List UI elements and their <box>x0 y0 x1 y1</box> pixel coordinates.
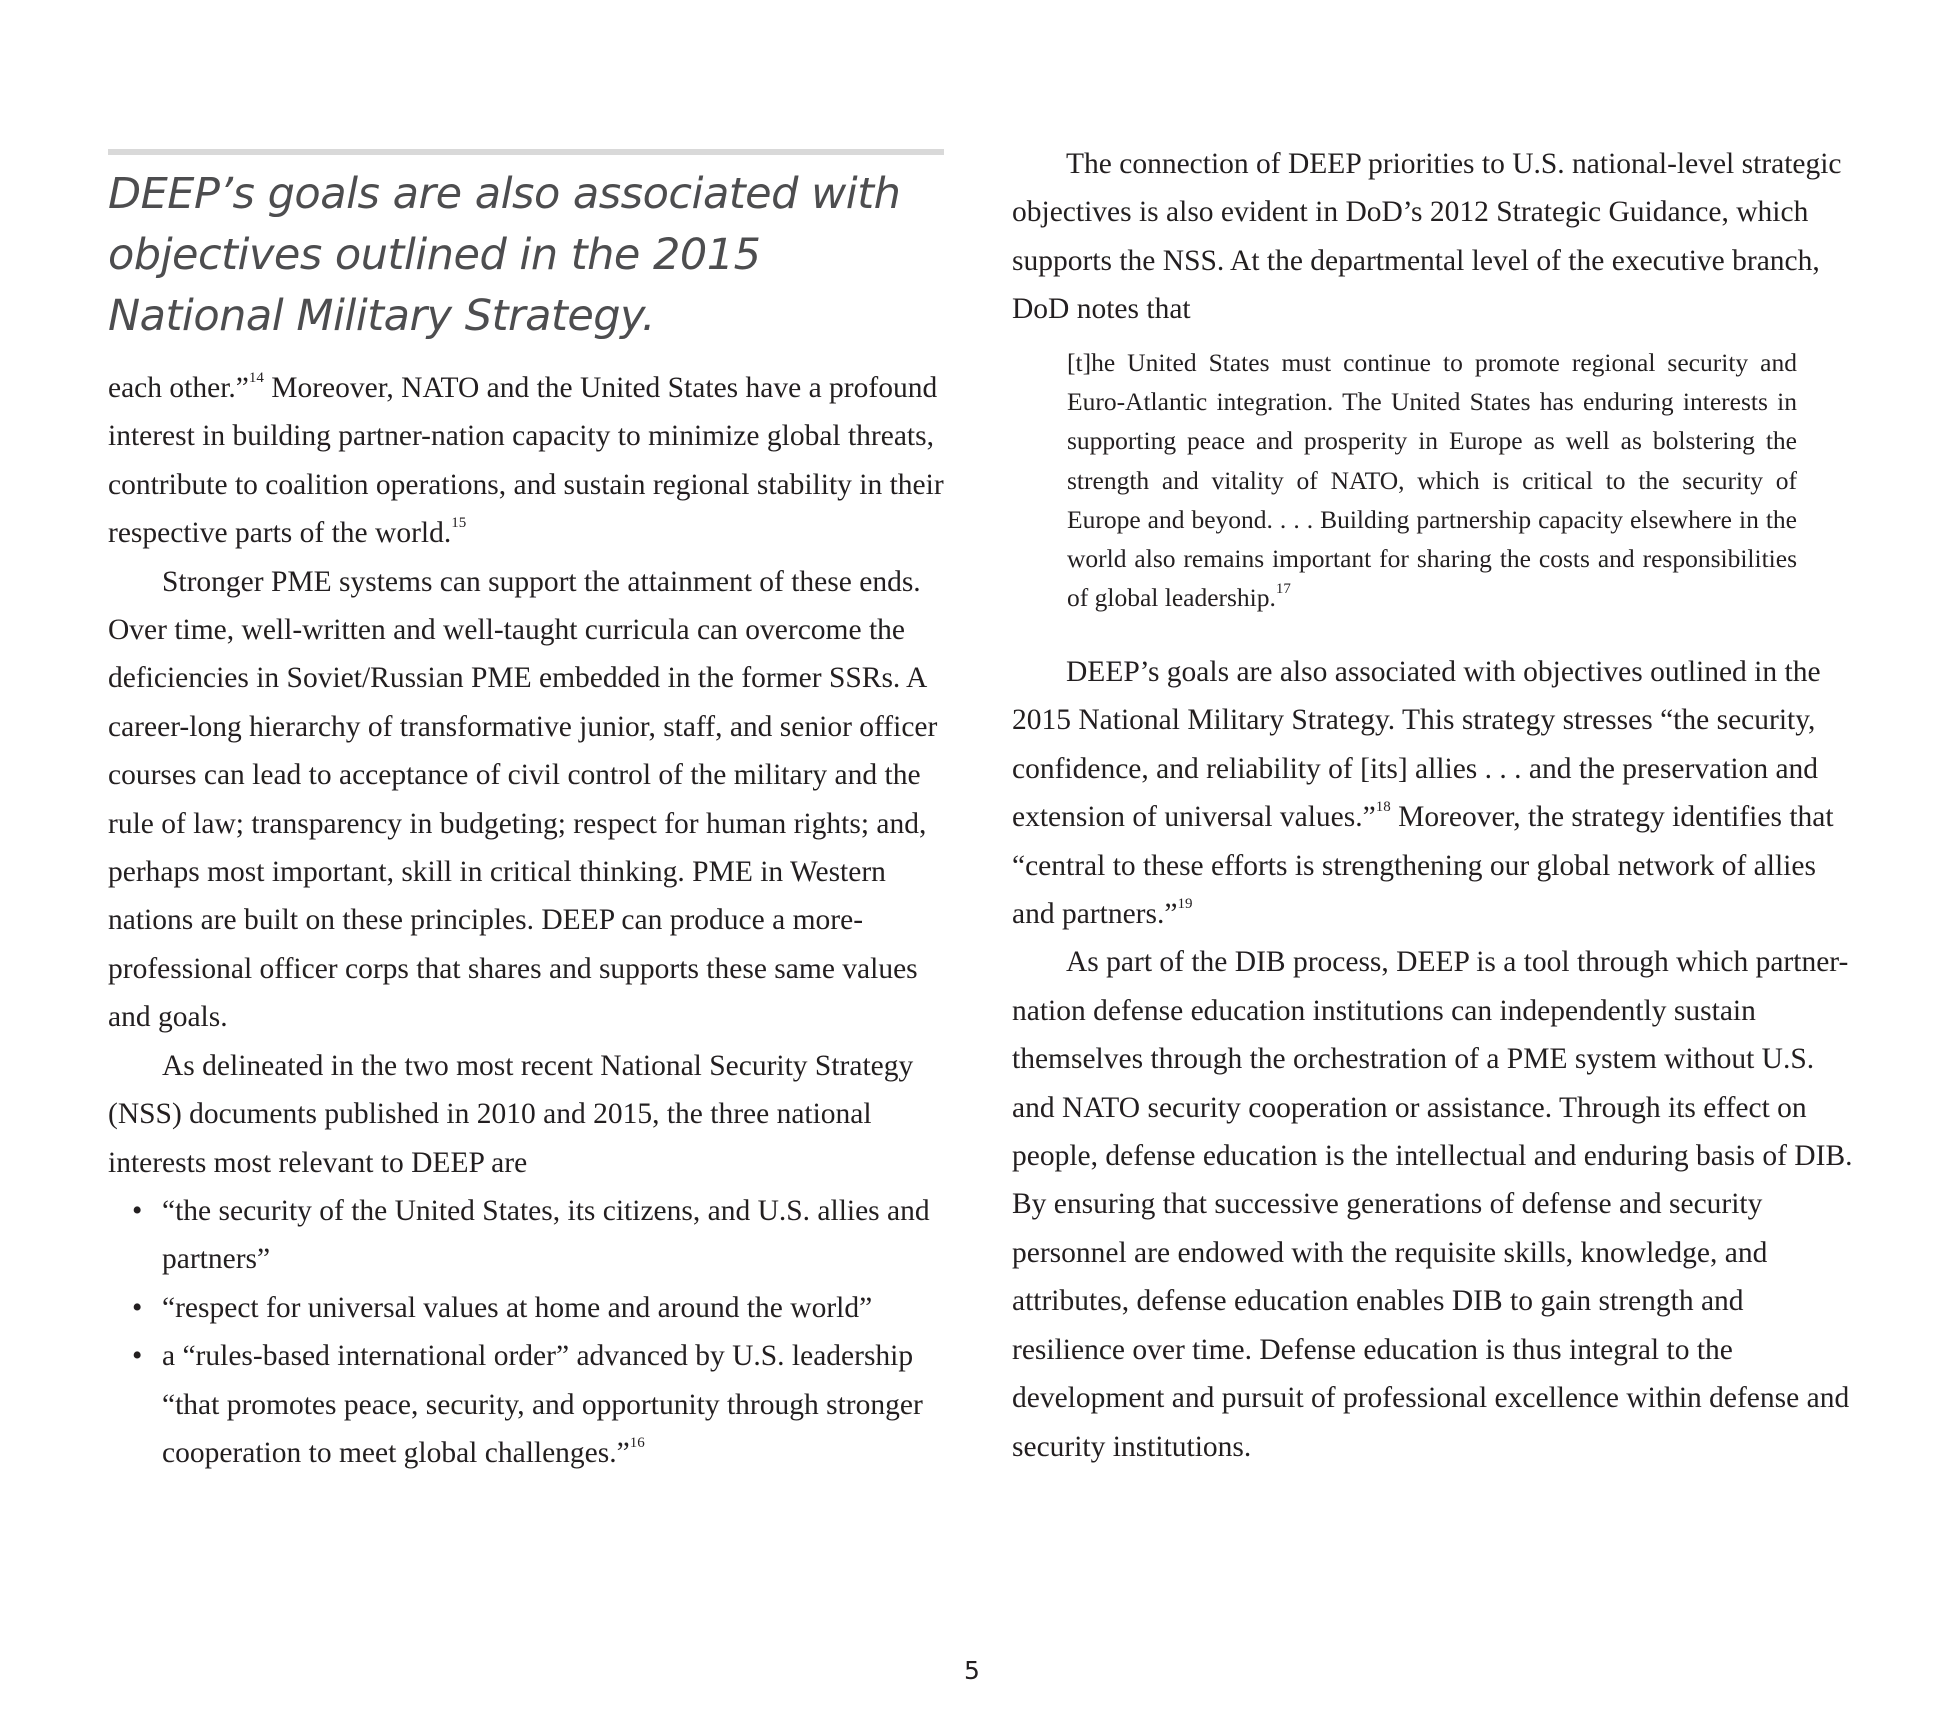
footnote-ref[interactable]: 19 <box>1177 896 1193 913</box>
bullet-icon: • <box>132 1194 143 1227</box>
footnote-ref[interactable]: 18 <box>1375 799 1391 816</box>
footnote-ref[interactable]: 15 <box>451 515 467 532</box>
block-quote-text: [t]he United States must continue to promote regional security and Euro-Atlantic integration. The United States has enduring interests in supporting peace and prosperity in Europe as well as bolstering the strength and vitality of NATO, which is critical to the security of Europe and beyond. . . . Building partnership capacity elsewhere in the world also remains important for sharing the costs and responsibilities of global leadership. <box>1067 348 1797 613</box>
bullet-icon: • <box>132 1291 143 1324</box>
left-paragraph-2: Stronger PME systems can support the attainment of these ends. Over time, well-written and well-taught curricula can overcome the deficiencies in Soviet/Russian PME embedded in the former SSRs. A career-long hierarchy of transformative junior, staff, and senior officer courses can lead to acceptance of civil control of the military and the rule of law; transparency in budgeting; respect for human rights; and, perhaps most important, skill in critical thinking. PME in Western nations are built on these principles. DEEP can produce a more-professional officer corps that shares and supports these same values and goals. <box>108 565 938 1034</box>
footnote-ref[interactable]: 14 <box>248 370 264 387</box>
right-column-bottom <box>1012 648 1862 1471</box>
bullet-icon: • <box>132 1340 143 1373</box>
right-paragraph-3: As part of the DIB process, DEEP is a tool through which partner-nation defense education institutions can independently sustain themselves through the orchestration of a PME system without U.S. and NATO security cooperation or assistance. Through its effect on people, defense education is the intellectual and enduring basis of DIB. By ensuring that successive generations of defense and security personnel are endowed with the requisite skills, knowledge, and attributes, defense education enables DIB to gain strength and resilience over time. Defense education is thus integral to the development and pursuit of professional excellence within defense and security institutions. <box>1012 946 1853 1463</box>
page-number: 5 <box>964 1656 980 1685</box>
footnote-ref[interactable]: 16 <box>629 1435 645 1452</box>
right-paragraph-2 <box>1012 648 1862 938</box>
list-item-text: a “rules-based international order” advanced by U.S. leadership “that promotes peace, security, and opportunity through stronger cooperation to meet global challenges.” <box>162 1340 923 1469</box>
right-paragraph-2-text-b: Moreover, the strategy identifies that “central to these efforts is strengthening our global network of allies and partners.” <box>1012 801 1834 931</box>
interests-list <box>108 1187 944 1477</box>
left-paragraph-1-text-b: Moreover, NATO and the United States have a profound interest in building partner-nation capacity to minimize global threats, contribute to coalition operations, and sustain regional stability in their respective parts of the world. <box>108 372 944 550</box>
right-paragraph-2-text-a: DEEP’s goals are also associated with objectives outlined in the 2015 National Military Strategy. This strategy stresses “the security, confidence, and reliability of [its] allies . . . and the preservation and extension of universal values.” <box>1012 656 1821 834</box>
pull-quote-rule <box>108 149 944 155</box>
right-paragraph-1: The connection of DEEP priorities to U.S. national-level strategic objectives is also evident in DoD’s 2012 Strategic Guidance, which supports the NSS. At the departmental level of the executive branch, DoD notes that <box>1012 148 1842 326</box>
list-item <box>108 1332 944 1477</box>
left-paragraph-1-text-a: each other.” <box>108 372 249 404</box>
list-item <box>108 1284 944 1332</box>
pull-quote: DEEP’s goals are also associated with objectives outlined in the 2015 National Military Strategy. <box>108 169 901 341</box>
right-column-top <box>1012 140 1852 334</box>
left-paragraph-3: As delineated in the two most recent National Security Strategy (NSS) documents published in 2010 and 2015, the three national interests most relevant to DEEP are <box>108 1049 914 1179</box>
block-quote <box>1067 343 1797 617</box>
footnote-ref[interactable]: 17 <box>1275 580 1291 597</box>
left-column <box>108 364 944 1477</box>
left-paragraph-1 <box>108 364 944 558</box>
list-item-text: “respect for universal values at home and around the world” <box>162 1291 873 1324</box>
list-item <box>108 1187 944 1284</box>
list-item-text: “the security of the United States, its citizens, and U.S. allies and partners” <box>162 1194 930 1276</box>
